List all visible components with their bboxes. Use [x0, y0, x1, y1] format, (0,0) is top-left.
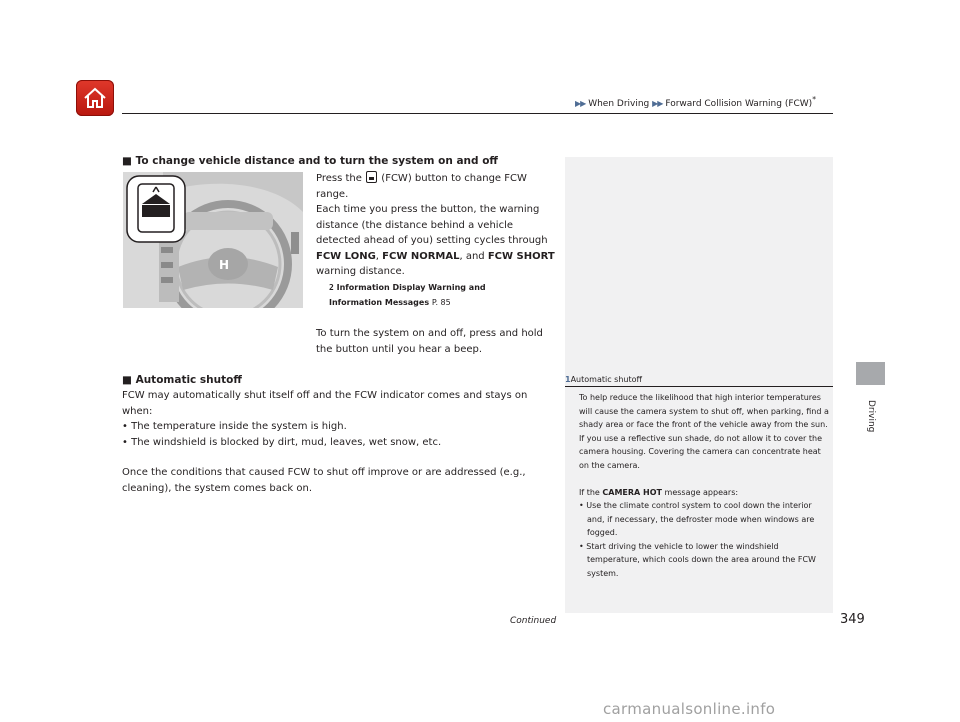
section-heading-automatic-shutoff — [122, 374, 242, 386]
note-camera-hot-line — [579, 486, 829, 500]
list-item-text: The windshield is blocked by dirt, mud, leaves, wet snow, etc. — [131, 436, 442, 448]
breadcrumb-separator: ▶▶ — [575, 99, 586, 108]
turn-on-off-instruction: To turn the system on and off, press and hold the button until you hear a beep. — [316, 328, 543, 355]
press-text-pre: Press the — [316, 173, 362, 184]
bullet: • — [579, 501, 584, 510]
dashboard-illustration — [123, 172, 303, 308]
list-item — [579, 540, 829, 581]
list-item-text: The temperature inside the system is high. — [131, 421, 347, 432]
bullet: • — [122, 421, 128, 432]
automatic-shutoff-body — [122, 388, 552, 496]
note-body — [579, 391, 829, 580]
svg-text:H: H — [219, 258, 230, 272]
page-number: 349 — [840, 612, 865, 627]
list-item-text: Start driving the vehicle to lower the windshield temperature, which cools down the area around the FCW system. — [586, 541, 816, 578]
home-button[interactable] — [76, 80, 114, 116]
spacer — [122, 450, 552, 465]
breadcrumb-separator: ▶▶ — [652, 99, 663, 108]
note-title: Automatic shutoff — [570, 375, 642, 384]
chapter-tab-label: Driving — [866, 400, 876, 433]
watermark: carmanualsonline.info — [603, 700, 776, 718]
bullet: • — [122, 436, 128, 448]
heading-text: To change vehicle distance and to turn the system on and off — [135, 155, 498, 167]
note-rule — [565, 386, 833, 387]
header-rule — [122, 113, 833, 114]
bullet: • — [579, 541, 584, 551]
reference-page: P. 85 — [431, 298, 451, 307]
press-text-post: (FCW) button to change FCW range. — [316, 173, 527, 200]
note-number-icon: 1 — [565, 375, 571, 384]
setting-fcw-normal: FCW NORMAL — [382, 250, 460, 262]
heading-square: ■ — [122, 155, 132, 167]
section-heading-distance — [122, 155, 498, 167]
setting-fcw-short: FCW SHORT — [487, 250, 555, 262]
breadcrumb — [575, 95, 816, 109]
home-icon — [82, 86, 108, 110]
spacer — [579, 472, 829, 486]
note-if-pre: If the — [579, 487, 600, 497]
cycle-end: warning distance. — [316, 266, 405, 277]
list-item — [579, 499, 829, 540]
reference-line-2: Information Messages — [329, 298, 430, 307]
note-message-name: CAMERA HOT — [602, 487, 662, 497]
breadcrumb-asterisk: * — [812, 95, 816, 104]
heading-text: Automatic shutoff — [135, 374, 242, 386]
fcw-button-icon — [366, 171, 377, 183]
cross-reference-link[interactable] — [329, 280, 486, 310]
reference-line-1: Information Display Warning and — [336, 283, 486, 292]
setting-fcw-long: FCW LONG — [316, 250, 376, 262]
breadcrumb-fcw[interactable]: Forward Collision Warning (FCW) — [665, 99, 813, 109]
continued-label: Continued — [510, 616, 557, 626]
note-heading — [565, 375, 642, 384]
list-item — [122, 435, 552, 451]
cycle-text: Each time you press the button, the warning distance (the distance behind a vehicle detected ahead of you) setting cycles through — [316, 204, 548, 246]
heading-square: ■ — [122, 374, 132, 386]
chapter-tab[interactable] — [856, 362, 885, 385]
note-paragraph: To help reduce the likelihood that high interior temperatures will cause the camera system to shut off, when parking, find a shady area or face the front of the vehicle away from the sun. If you use a reflective sun shade, do not allow it to cover the camera housing. Covering the camera can concentrate heat on the camera. — [579, 393, 829, 470]
breadcrumb-when-driving[interactable]: When Driving — [588, 99, 650, 109]
press-instruction — [316, 171, 556, 280]
note-if-post: message appears: — [664, 487, 739, 497]
list-item — [122, 419, 552, 435]
reference-arrow-icon: 2 — [329, 283, 334, 292]
and-text: , and — [459, 250, 485, 262]
shutoff-closing: Once the conditions that caused FCW to shut off improve or are addressed (e.g., cleaning), the system comes back on. — [122, 467, 526, 494]
shutoff-intro: FCW may automatically shut itself off and the FCW indicator comes and stays on when: — [122, 390, 528, 417]
comma: , — [375, 250, 379, 262]
steering-wheel-illustration — [123, 172, 303, 308]
list-item-text: Use the climate control system to cool down the interior and, if necessary, the defroster mode when windows are fogged. — [586, 501, 815, 537]
